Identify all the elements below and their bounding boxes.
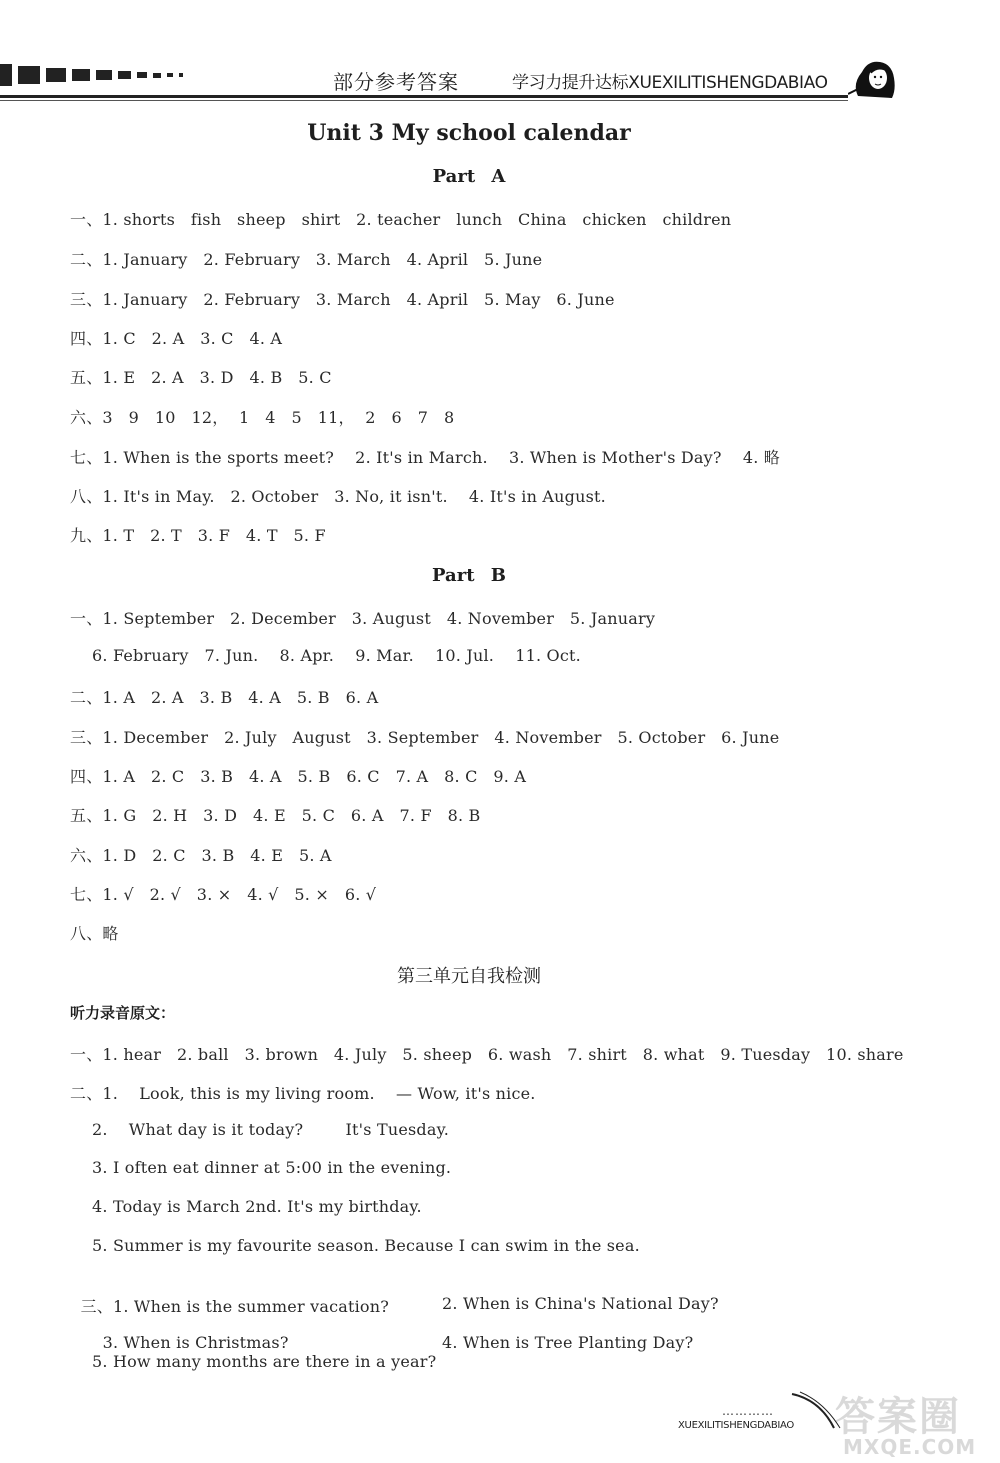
header-rule-thin — [0, 100, 848, 101]
header-title: 部分参考答案 — [333, 70, 459, 94]
part-b-line-3: 二、1. A 2. A 3. B 4. A 5. B 6. A — [70, 688, 379, 707]
part-a-line-3: 三、1. January 2. February 3. March 4. April 5. May 6. June — [70, 290, 615, 309]
header-rule — [0, 95, 848, 98]
part-b-line-9: 八、略 — [70, 924, 119, 943]
part-a-line-2: 二、1. January 2. February 3. March 4. April 5. June — [70, 250, 543, 269]
self-test-sec3-q5: 5. How many months are there in a year? — [92, 1352, 437, 1371]
self-test-sec3-row-1 — [70, 1275, 719, 1317]
page-header — [0, 52, 1000, 102]
unit-title: Unit 3 My school calendar — [307, 120, 631, 146]
self-test-sec1: 一、1. hear 2. ball 3. brown 4. July 5. sheep 6. wash 7. shirt 8. what 9. Tuesday 10. share — [70, 1045, 904, 1064]
self-test-sec3-q3: 3. When is Christmas? — [102, 1333, 289, 1352]
self-test-sec2-line-4: 4. Today is March 2nd. It's my birthday. — [92, 1197, 422, 1216]
self-test-sec2-line-1: 二、1. Look, this is my living room. — Wow, it's nice. — [70, 1084, 536, 1103]
self-test-sec3-q4: 4. When is Tree Planting Day? — [442, 1333, 694, 1352]
self-test-subtitle: 听力录音原文： — [70, 1004, 176, 1022]
self-test-sec2-line-2: 2. What day is it today? It's Tuesday. — [92, 1120, 449, 1139]
part-a-line-4: 四、1. C 2. A 3. C 4. A — [70, 329, 283, 348]
part-b-line-6: 五、1. G 2. H 3. D 4. E 5. C 6. A 7. F 8. B — [70, 806, 481, 825]
self-test-sec3-row-2 — [70, 1314, 694, 1352]
header-decoration — [0, 64, 183, 86]
footer-text: XUEXILITISHENGDABIAO — [678, 1420, 794, 1431]
girl-avatar-icon — [848, 54, 900, 100]
part-b-line-7: 六、1. D 2. C 3. B 4. E 5. A — [70, 846, 332, 865]
self-test-sec2-line-5: 5. Summer is my favourite season. Because I can swim in the sea. — [92, 1236, 640, 1255]
part-a-line-7: 七、1. When is the sports meet? 2. It's in March. 3. When is Mother's Day? 4. 略 — [70, 448, 780, 467]
watermark-url: MXQE.COM — [843, 1435, 977, 1459]
part-b-line-5: 四、1. A 2. C 3. B 4. A 5. B 6. C 7. A 8. C 9. A — [70, 767, 527, 786]
footer-dots: ………… — [722, 1404, 774, 1418]
part-a-line-8: 八、1. It's in May. 2. October 3. No, it isn't. 4. It's in August. — [70, 487, 606, 506]
part-b-line-8: 七、1. √ 2. √ 3. × 4. √ 5. × 6. √ — [70, 885, 377, 904]
part-b-line-4: 三、1. December 2. July August 3. September 4. November 5. October 6. June — [70, 728, 780, 747]
part-b-line-1: 一、1. September 2. December 3. August 4. November 5. January — [70, 609, 656, 628]
part-a-line-5: 五、1. E 2. A 3. D 4. B 5. C — [70, 368, 332, 387]
part-a-line-6: 六、3 9 10 12， 1 4 5 11， 2 6 7 8 — [70, 408, 455, 427]
self-test-sec2-line-3: 3. I often eat dinner at 5:00 in the evening. — [92, 1158, 452, 1177]
self-test-sec3-q2: 2. When is China's National Day? — [442, 1294, 719, 1313]
part-b-title: Part B — [432, 565, 506, 586]
self-test-sec3-q1: 三、1. When is the summer vacation? — [80, 1297, 390, 1316]
part-b-line-2: 6. February 7. Jun. 8. Apr. 9. Mar. 10. Jul. 11. Oct. — [92, 646, 581, 665]
part-a-title: Part A — [432, 166, 506, 187]
header-subtitle: 学习力提升达标XUEXILITISHENGDABIAO — [512, 73, 828, 93]
watermark — [835, 1385, 995, 1460]
watermark-logo-text: 答案圈 — [835, 1394, 961, 1440]
self-test-title: 第三单元自我检测 — [397, 966, 541, 987]
part-a-line-9: 九、1. T 2. T 3. F 4. T 5. F — [70, 526, 326, 545]
part-a-line-1: 一、1. shorts fish sheep shirt 2. teacher lunch China chicken children — [70, 210, 732, 229]
